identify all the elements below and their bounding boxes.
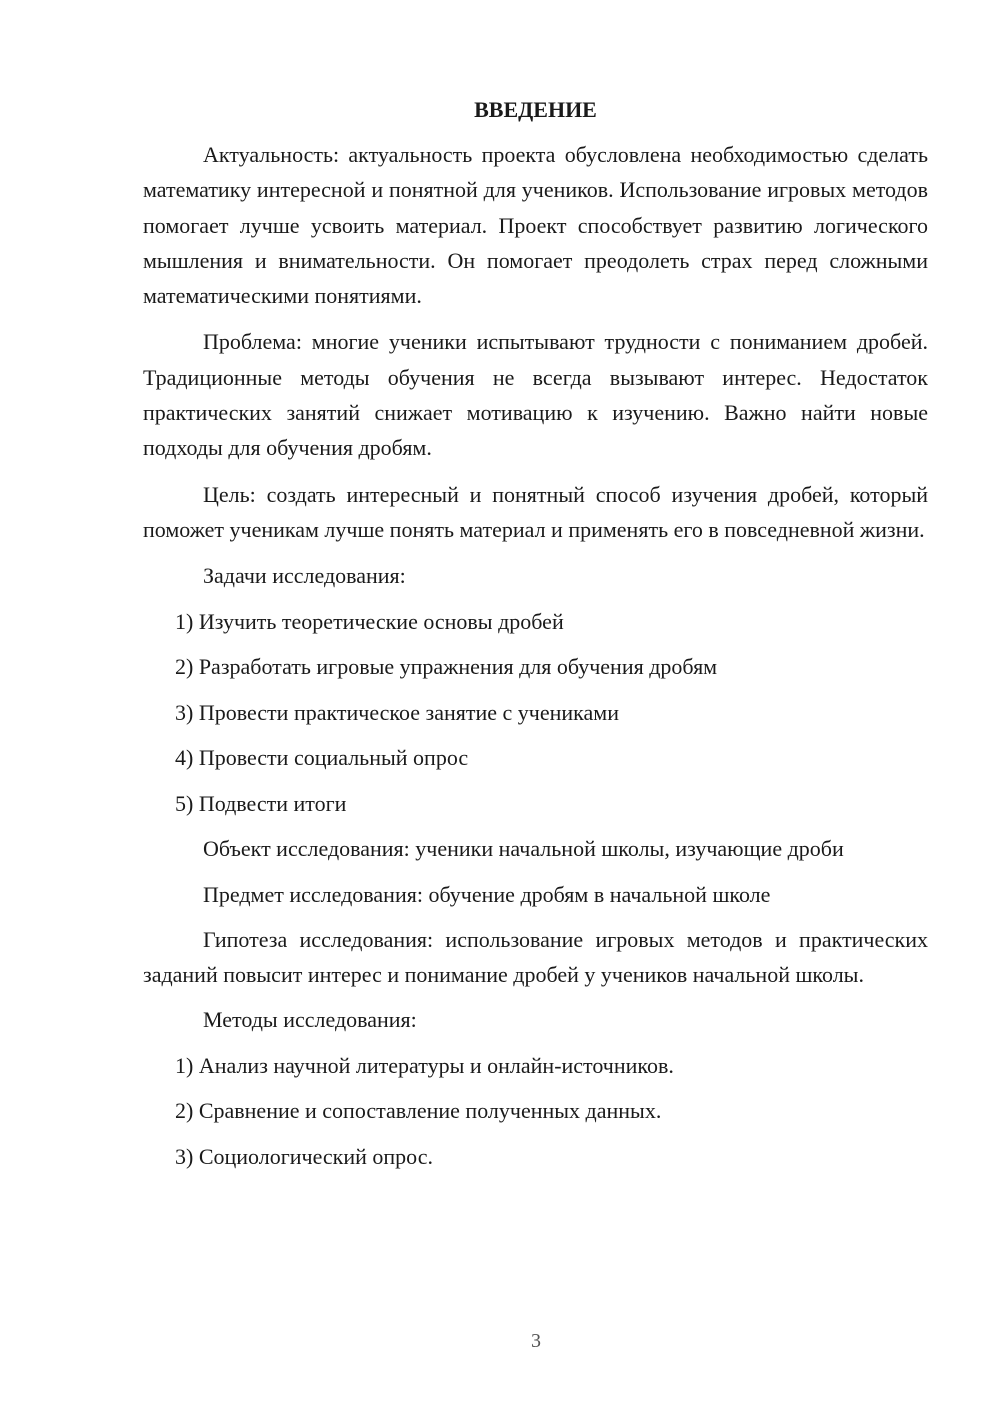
tasks-list	[143, 604, 928, 822]
method-item: 1) Анализ научной литературы и онлайн-источников.	[175, 1052, 674, 1078]
page-number: 3	[531, 1330, 541, 1352]
tasks-label: Задачи исследования:	[203, 563, 406, 589]
subject-paragraph: Предмет исследования: обучение дробям в начальной школе	[203, 881, 771, 907]
problem-paragraph: Проблема: многие ученики испытывают трудности с пониманием дробей. Традиционные методы обучения не всегда вызывают интерес. Недостаток практических занятий снижает мотивацию к изучению. Важно найти новые подходы для обучения дробям.	[143, 329, 928, 461]
object-paragraph: Объект исследования: ученики начальной школы, изучающие дроби	[203, 836, 844, 862]
method-item: 2) Сравнение и сопоставление полученных данных.	[175, 1098, 662, 1124]
goal-paragraph: Цель: создать интересный и понятный способ изучения дробей, который поможет ученикам лучше понять материал и применять его в повседневной жизни.	[143, 481, 928, 542]
methods-label: Методы исследования:	[203, 1007, 417, 1033]
task-item: 2) Разработать игровые упражнения для обучения дробям	[175, 654, 718, 680]
task-item: 1) Изучить теоретические основы дробей	[175, 608, 564, 634]
task-item: 3) Провести практическое занятие с учениками	[175, 699, 619, 725]
method-item: 3) Социологический опрос.	[175, 1143, 433, 1169]
document-title: ВВЕДЕНИЕ	[474, 97, 597, 122]
document-page	[143, 92, 928, 1174]
task-item: 5) Подвести итоги	[175, 790, 347, 816]
methods-list	[143, 1048, 928, 1174]
task-item: 4) Провести социальный опрос	[175, 745, 469, 771]
hypothesis-paragraph: Гипотеза исследования: использование игровых методов и практических заданий повысит интерес и понимание дробей у учеников начальной школы.	[143, 926, 928, 988]
actuality-paragraph: Актуальность: актуальность проекта обусловлена необходимостью сделать математику интересной и понятной для учеников. Использование игровых методов помогает лучше усвоить материал. Проект способствует развитию логического мышления и внимательности. Он помогает преодолеть страх перед сложными математическими понятиями.	[143, 142, 928, 309]
